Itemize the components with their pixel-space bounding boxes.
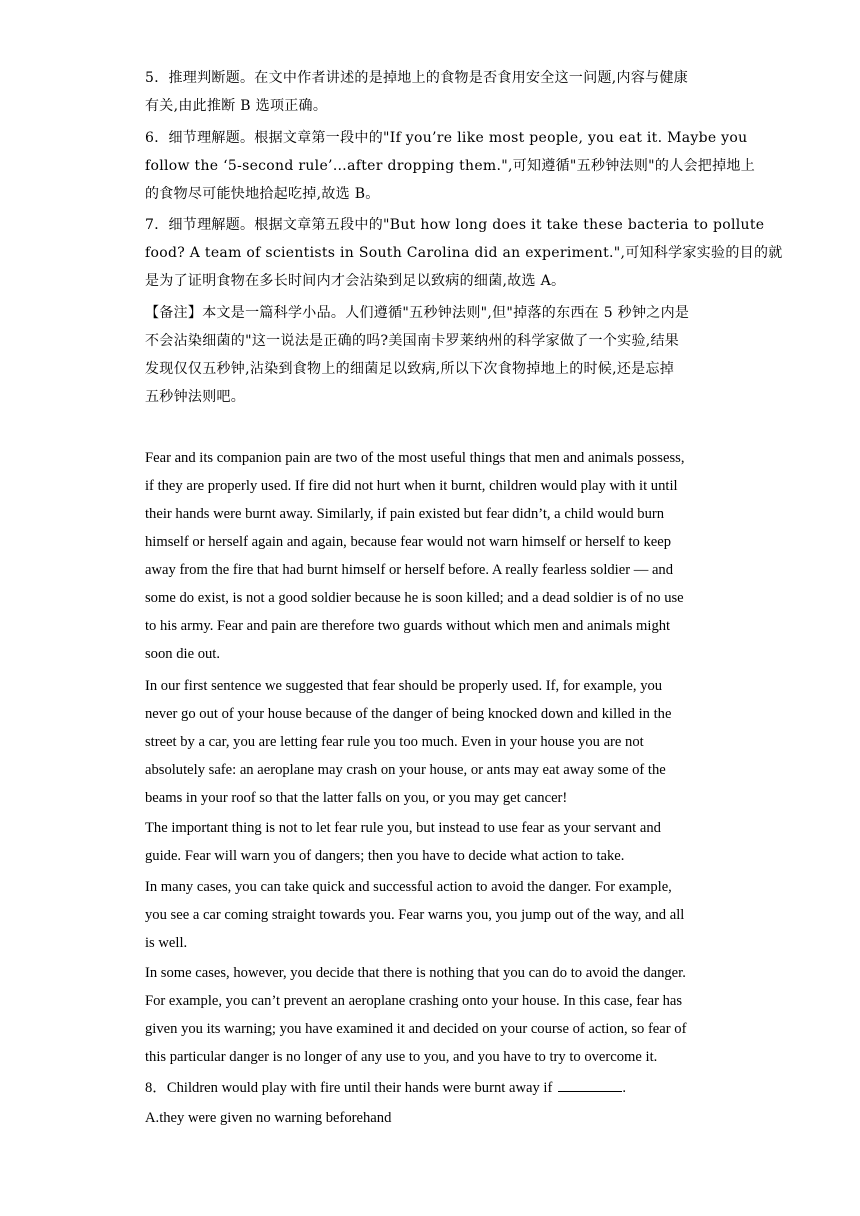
passage-p1-line-8: soon die out. bbox=[145, 646, 220, 662]
explanation-5-line-1: 5．推理判断题。在文中作者讲述的是掉地上的食物是否食用安全这一问题,内容与健康 bbox=[145, 70, 689, 86]
explanation-5-line-2: 有关,由此推断 B 选项正确。 bbox=[145, 98, 328, 114]
passage-p2-line-3: street by a car, you are letting fear rule you too much. Even in your house you are not bbox=[145, 734, 644, 750]
explanation-7-line-3: 是为了证明食物在多长时间内才会沾染到足以致病的细菌,故选 A。 bbox=[145, 273, 566, 289]
passage-p1-line-3: their hands were burnt away. Similarly, if pain existed but fear didn’t, a child would burn bbox=[145, 506, 665, 522]
passage-p3-line-1: The important thing is not to let fear rule you, but instead to use fear as your servant and bbox=[145, 820, 661, 836]
question-8-text: 8．Children would play with fire until their hands were burnt away if bbox=[145, 1080, 553, 1096]
question-8-stem bbox=[145, 1078, 626, 1098]
note-line-3: 发现仅仅五秒钟,沾染到食物上的细菌足以致病,所以下次食物掉地上的时候,还是忘掉 bbox=[145, 361, 675, 377]
question-8-option-a: A.they were given no warning beforehand bbox=[145, 1110, 392, 1126]
question-8-end: . bbox=[622, 1080, 626, 1096]
passage-p1-line-2: if they are properly used. If fire did not hurt when it burnt, children would play with it until bbox=[145, 478, 678, 494]
explanation-6-line-1: 6．细节理解题。根据文章第一段中的"If you’re like most people, you eat it. Maybe you bbox=[145, 130, 748, 146]
passage-p4-line-1: In many cases, you can take quick and successful action to avoid the danger. For example, bbox=[145, 879, 672, 895]
note-line-4: 五秒钟法则吧。 bbox=[145, 389, 246, 405]
explanation-6-line-3: 的食物尽可能快地拾起吃掉,故选 B。 bbox=[145, 186, 380, 202]
explanation-7-line-1: 7．细节理解题。根据文章第五段中的"But how long does it take these bacteria to pollute bbox=[145, 217, 765, 233]
answer-blank bbox=[558, 1079, 622, 1092]
passage-p4-line-3: is well. bbox=[145, 935, 188, 951]
passage-p2-line-2: never go out of your house because of the danger of being knocked down and killed in the bbox=[145, 706, 672, 722]
passage-p2-line-5: beams in your roof so that the latter falls on you, or you may get cancer! bbox=[145, 790, 568, 806]
explanation-6-line-2: follow the ‘5-second rule’…after dropping them.",可知遵循"五秒钟法则"的人会把掉地上 bbox=[145, 158, 755, 174]
passage-p1-line-5: away from the fire that had burnt himself or herself before. A really fearless soldier — and bbox=[145, 562, 674, 578]
note-line-1: 【备注】本文是一篇科学小品。人们遵循"五秒钟法则",但"掉落的东西在 5 秒钟之内是 bbox=[145, 305, 690, 321]
passage-p5-line-2: For example, you can’t prevent an aeroplane crashing onto your house. In this case, fear has bbox=[145, 993, 683, 1009]
passage-p5-line-4: this particular danger is no longer of any use to you, and you have to try to overcome it. bbox=[145, 1049, 658, 1065]
passage-p4-line-2: you see a car coming straight towards you. Fear warns you, you jump out of the way, and all bbox=[145, 907, 685, 923]
passage-p1-line-7: to his army. Fear and pain are therefore two guards without which men and animals might bbox=[145, 618, 671, 634]
passage-p5-line-1: In some cases, however, you decide that there is nothing that you can do to avoid the danger. bbox=[145, 965, 686, 981]
passage-p5-line-3: given you its warning; you have examined it and decided on your course of action, so fear of bbox=[145, 1021, 687, 1037]
passage-p3-line-2: guide. Fear will warn you of dangers; then you have to decide what action to take. bbox=[145, 848, 625, 864]
passage-p1-line-6: some do exist, is not a good soldier because he is soon killed; and a dead soldier is of no use bbox=[145, 590, 684, 606]
passage-p1-line-4: himself or herself again and again, because fear would not warn himself or herself to keep bbox=[145, 534, 671, 550]
passage-p2-line-4: absolutely safe: an aeroplane may crash on your house, or ants may eat away some of the bbox=[145, 762, 666, 778]
explanation-7-line-2: food? A team of scientists in South Carolina did an experiment.",可知科学家实验的目的就 bbox=[145, 245, 783, 261]
note-line-2: 不会沾染细菌的"这一说法是正确的吗?美国南卡罗莱纳州的科学家做了一个实验,结果 bbox=[145, 333, 680, 349]
passage-p1-line-1: Fear and its companion pain are two of the most useful things that men and animals possess, bbox=[145, 450, 685, 466]
passage-p2-line-1: In our first sentence we suggested that fear should be properly used. If, for example, you bbox=[145, 678, 663, 694]
